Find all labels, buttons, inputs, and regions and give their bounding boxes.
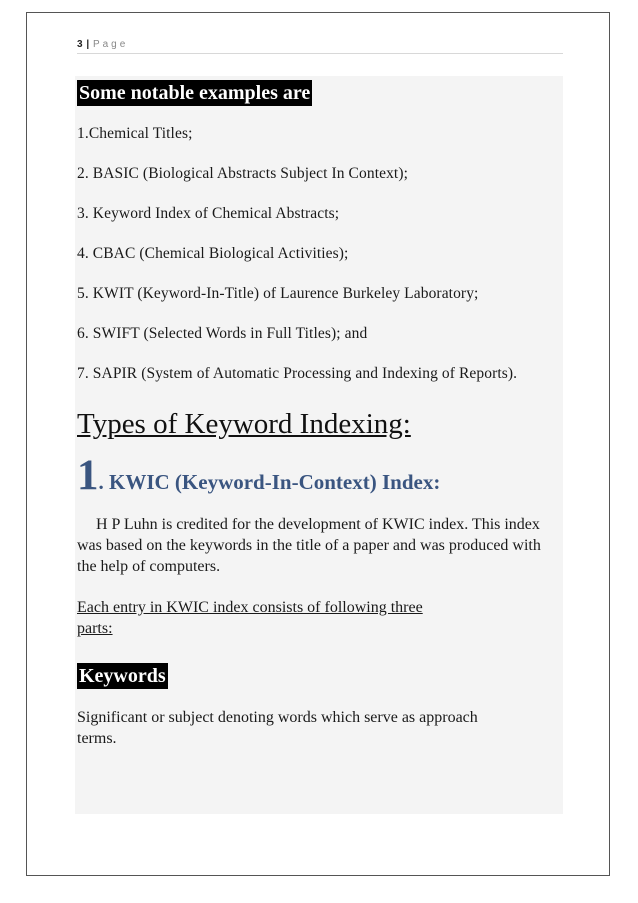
example-item-3: 3. Keyword Index of Chemical Abstracts;: [77, 205, 340, 222]
kwic-title: . KWIC (Keyword-In-Context) Index:: [98, 470, 441, 494]
examples-heading: Some notable examples are: [79, 82, 311, 104]
types-heading: Types of Keyword Indexing:: [77, 408, 411, 440]
kwic-parts-intro-line1: Each entry in KWIC index consists of following three: [77, 599, 423, 616]
example-item-7: 7. SAPIR (System of Automatic Processing and Indexing of Reports).: [77, 365, 518, 382]
keywords-heading: Keywords: [79, 665, 166, 687]
kwic-heading: [77, 452, 561, 502]
document-body: [77, 78, 561, 749]
keywords-description: [77, 707, 561, 749]
example-item-2: 2. BASIC (Biological Abstracts Subject In Context);: [77, 165, 409, 182]
kwic-parts-intro: [77, 597, 561, 639]
header-separator: |: [86, 39, 90, 50]
kwic-parts-intro-line2: parts:: [77, 620, 113, 637]
page-number: 3: [77, 39, 84, 50]
example-item-1: 1.Chemical Titles;: [77, 125, 193, 142]
keywords-description-line2: terms.: [77, 730, 117, 747]
example-item-5: 5. KWIT (Keyword-In-Title) of Laurence Burkeley Laboratory;: [77, 285, 479, 302]
keywords-description-line1: Significant or subject denoting words which serve as approach: [77, 709, 478, 726]
kwic-paragraph: H P Luhn is credited for the development of KWIC index. This index was based on the keywords in the title of a paper and was produced with the help of computers.: [77, 516, 541, 575]
example-item-4: 4. CBAC (Chemical Biological Activities);: [77, 245, 349, 262]
page-header: [77, 39, 563, 54]
example-item-6: 6. SWIFT (Selected Words in Full Titles); and: [77, 325, 368, 342]
page-label: Page: [92, 39, 129, 50]
kwic-number: 1: [77, 452, 99, 499]
